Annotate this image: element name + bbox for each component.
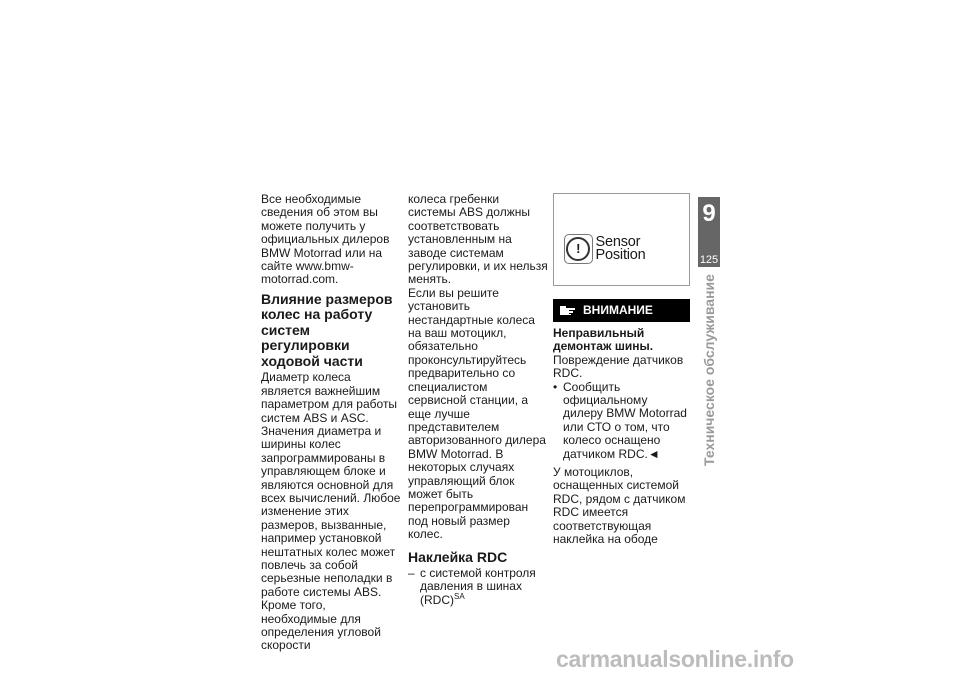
rdc-option-item	[408, 567, 548, 607]
wheel-size-paragraph: Диаметр колеса является важнейшим параметром для работы систем ABS и ASC. Значения диаметра и ширины колес запрограммированы в управляющем блоке и являются основной для всех вычислений. Любое изменение этих размеров, вызванные, например установкой нештатных колес может повлечь за собой серьезные неполадки в работе системы ABS.	[261, 370, 401, 599]
wheel-size-paragraph-2: Кроме того, необходимые для определения угловой скорости	[261, 598, 381, 653]
attention-title: Неправильный демонтаж шины.	[553, 326, 654, 354]
attention-label: ВНИМАНИЕ	[583, 302, 653, 317]
section-heading-rdc-sticker: Наклейка RDC	[408, 548, 508, 565]
warning-icon	[566, 237, 590, 261]
column-1	[261, 193, 401, 653]
display-text: Sensor Position	[595, 233, 646, 263]
column-2	[408, 193, 548, 607]
attention-banner	[553, 299, 690, 322]
rdc-sticker-paragraph: У мотоциклов, оснащенных системой RDC, рядом с датчиком RDC имеется соответствующая наклейка на ободе	[553, 465, 686, 547]
attention-bullet-text: Сообщить официальному дилеру BMW Motorrad или СТО о том, что колесо оснащено датчиком RDC.◄	[563, 379, 687, 461]
warning-frame	[564, 234, 593, 264]
page-number: 125	[699, 254, 719, 266]
bullet-mark: •	[553, 379, 558, 394]
attention-bullet	[553, 381, 690, 461]
attention-body: Повреждение датчиков RDC.	[553, 352, 684, 381]
column-3	[553, 193, 690, 547]
chapter-number: 9	[702, 200, 716, 227]
abs-continuation-paragraph: колеса гребенки системы ABS должны соответствовать установленным на заводе системам регулировки, и их нельзя менять.	[408, 192, 548, 287]
rdc-option-text: с системой контроля давления в шинах (RDC)	[420, 566, 536, 607]
watermark: carmanualsonline.info	[556, 646, 794, 672]
chapter-title: Техническое обслуживание	[701, 274, 717, 466]
warning-symbol: !	[576, 241, 581, 257]
sensor-position-display	[553, 193, 690, 286]
option-sup: SA	[454, 591, 465, 601]
intro-paragraph: Все необходимые сведения об этом вы можете получить у официальных дилеров BMW Motorrad или на сайте www.bmw-motorrad.com.	[261, 192, 390, 287]
section-heading-wheel-size: Влияние размеров колес на работу систем регулировки ходовой части	[261, 290, 393, 369]
attention-hand-icon	[560, 305, 576, 316]
nonstandard-wheels-paragraph: Если вы решите установить нестандартные колеса на ваш мотоцикл, обязательно проконсультируйтесь предварительно со специалистом сервисной станции, а еще лучше представителем авторизованного дилера BMW Motorrad. В некоторых случаях управляющий блок может быть перепрограммирован под новый размер колес.	[408, 285, 546, 542]
display-content	[564, 234, 689, 264]
dash-mark: –	[408, 566, 415, 581]
